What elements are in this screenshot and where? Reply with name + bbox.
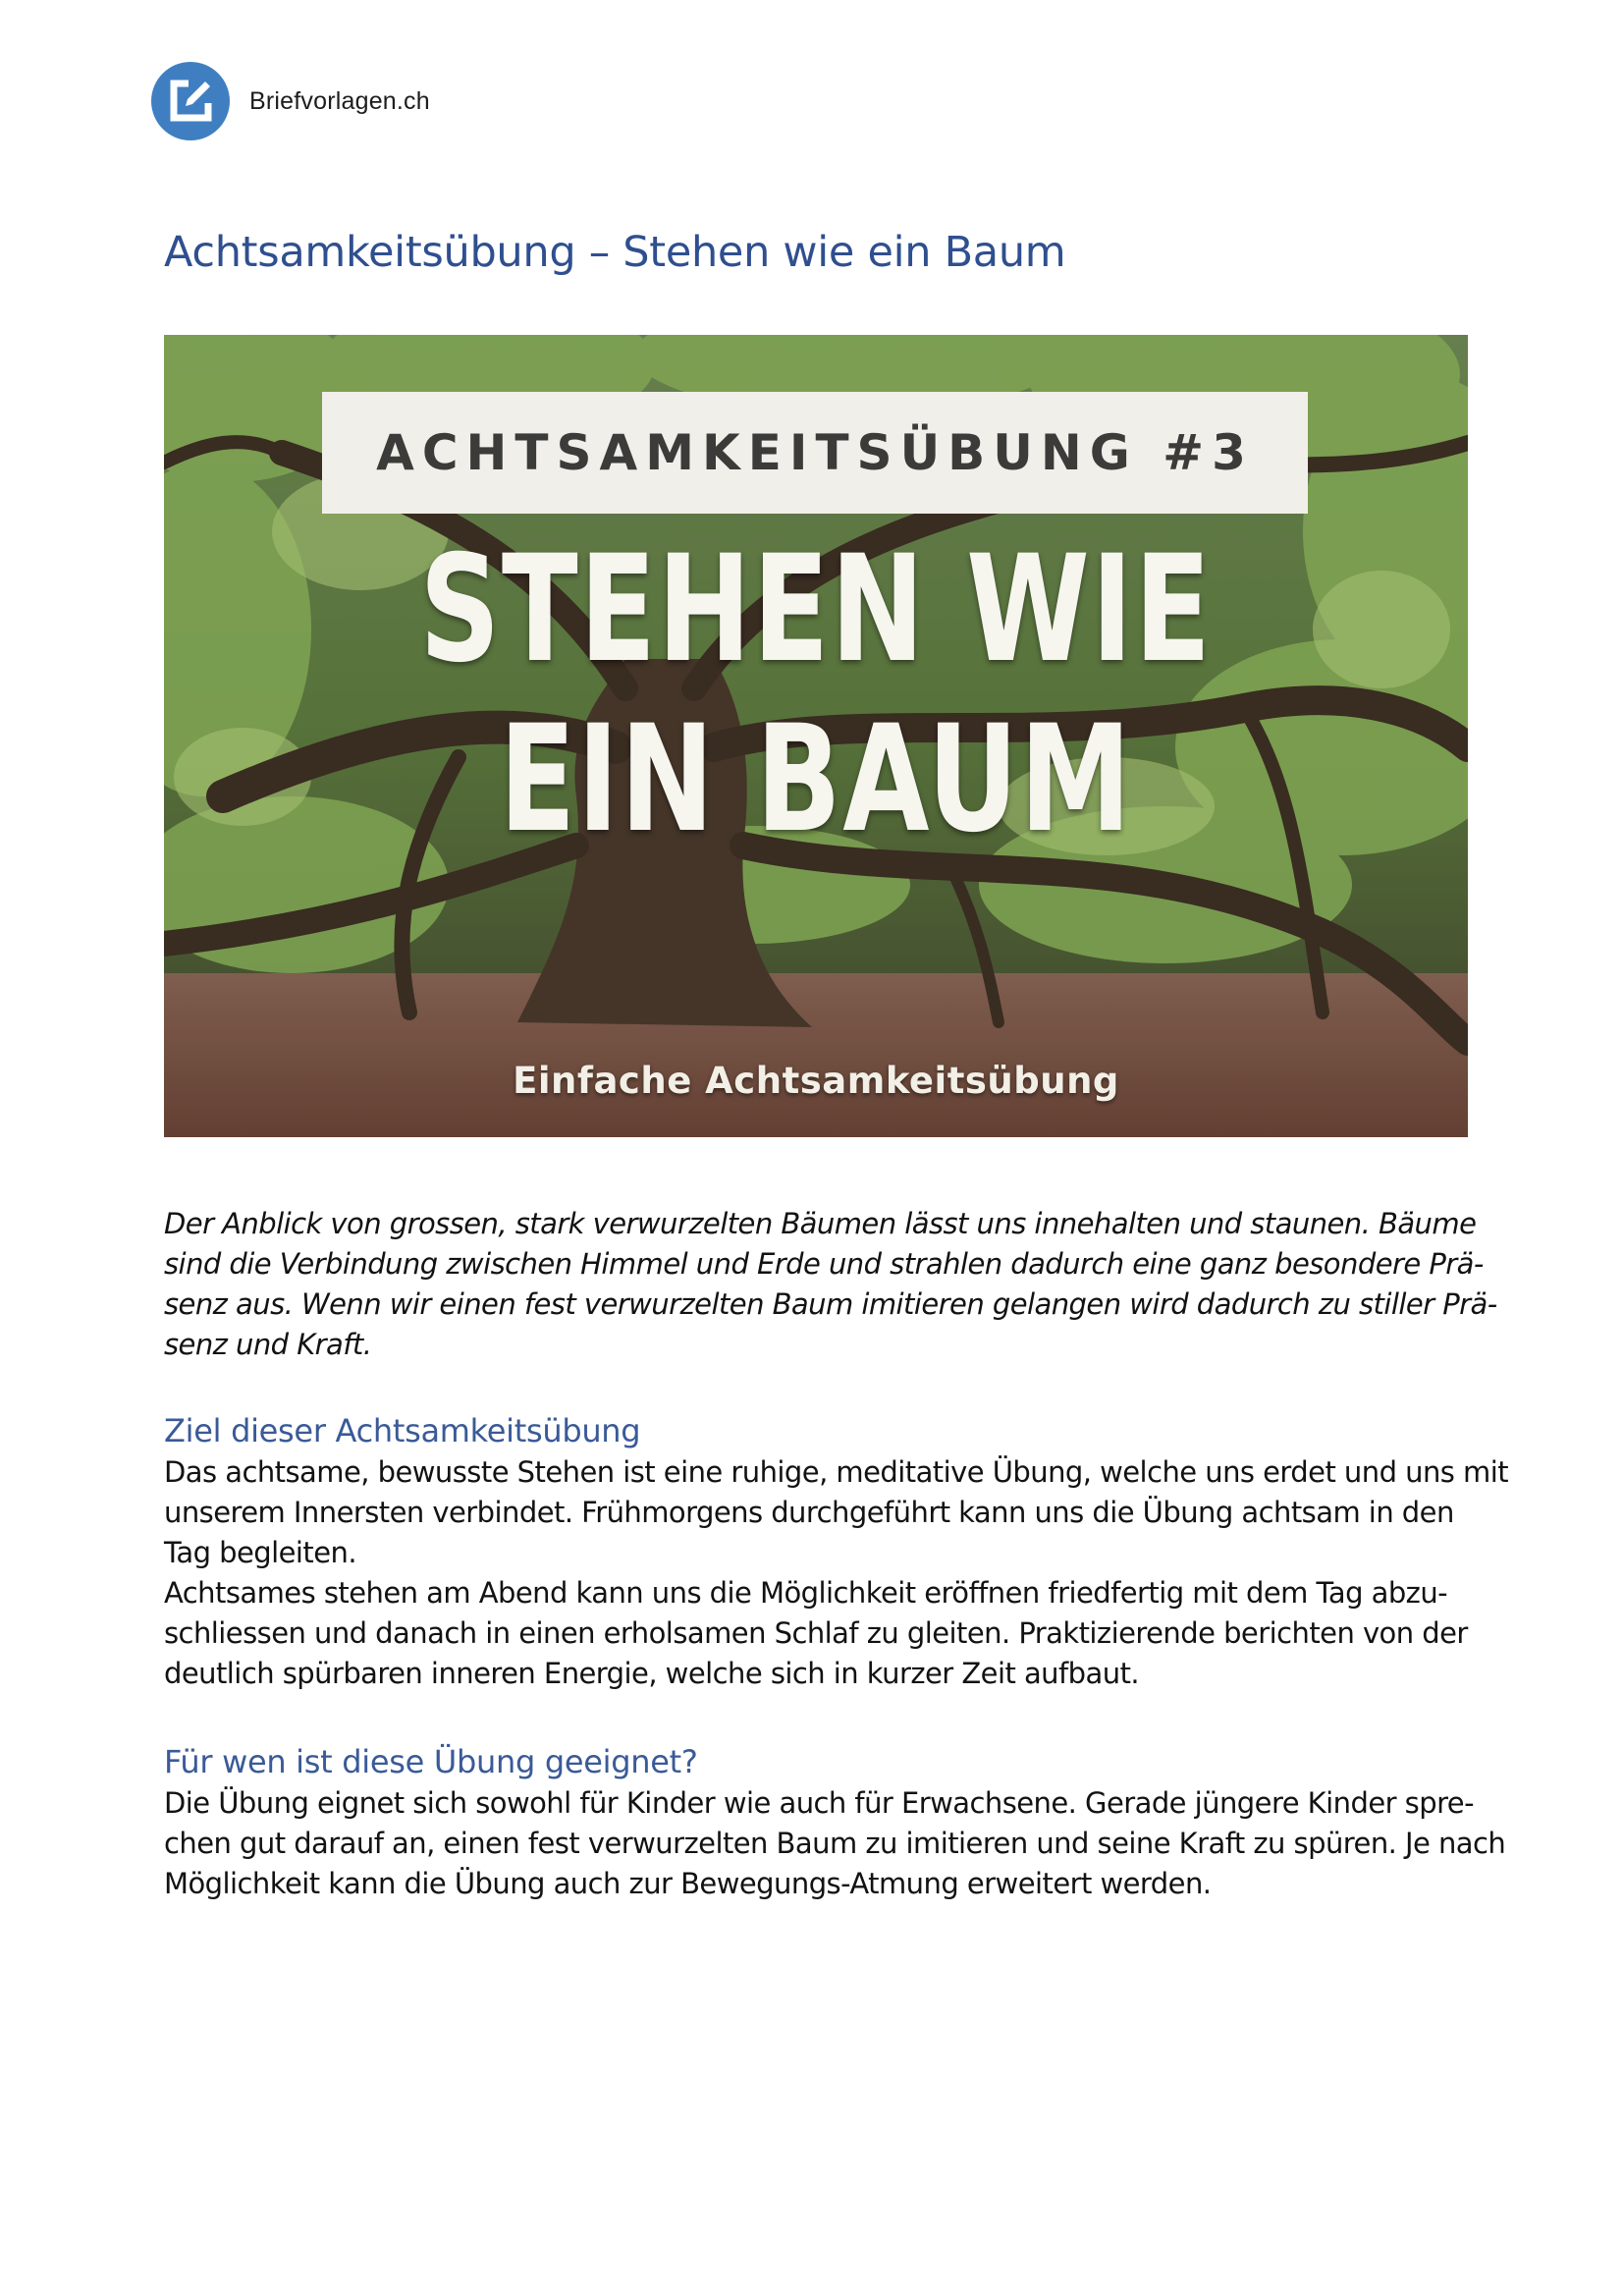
paragraph-line: chen gut darauf an, einen fest verwurzelten Baum zu imitieren und seine Kraft zu spüren. Je nach [164, 1827, 1506, 1860]
section-heading-goal: Ziel dieser Achtsamkeitsübung [164, 1412, 641, 1449]
intro-line: senz und Kraft. [164, 1328, 372, 1361]
paragraph-line: Die Übung eignet sich sowohl für Kinder wie auch für Erwachsene. Gerade jüngere Kinder spre- [164, 1786, 1475, 1820]
edit-square-icon [151, 62, 230, 140]
section-paragraph-audience [164, 1783, 1506, 1904]
logo[interactable] [151, 62, 430, 140]
paragraph-line: Das achtsame, bewusste Stehen ist eine ruhige, meditative Übung, welche uns erdet und uns mit [164, 1455, 1509, 1489]
document-title: Achtsamkeitsübung – Stehen wie ein Baum [164, 228, 1066, 277]
paragraph-line: deutlich spürbaren inneren Energie, welche sich in kurzer Zeit aufbaut. [164, 1657, 1140, 1690]
hero-subtitle: Einfache Achtsamkeitsübung [513, 1060, 1119, 1102]
paragraph-line: Tag begleiten. [164, 1536, 357, 1569]
intro-paragraph [164, 1204, 1497, 1365]
section-heading-audience: Für wen ist diese Übung geeignet? [164, 1743, 698, 1780]
hero-headline-line2: EIN BAUM [499, 694, 1133, 865]
hero-band-text: ACHTSAMKEITSÜBUNG #3 [376, 424, 1254, 481]
paragraph-line: schliessen und danach in einen erholsamen Schlaf zu gleiten. Praktizierende berichten von der [164, 1616, 1468, 1650]
paragraph-line: Achtsames stehen am Abend kann uns die Möglichkeit eröffnen friedfertig mit dem Tag abzu- [164, 1576, 1448, 1610]
logo-text: Briefvorlagen.ch [249, 86, 430, 115]
section-paragraph-goal [164, 1452, 1509, 1694]
hero-image [164, 335, 1468, 1137]
intro-line: sind die Verbindung zwischen Himmel und Erde und strahlen dadurch eine ganz besondere Prä- [164, 1247, 1484, 1281]
hero-band [322, 392, 1308, 514]
intro-line: Der Anblick von grossen, stark verwurzelten Bäumen lässt uns innehalten und staunen. Bäume [164, 1207, 1477, 1240]
paragraph-line: Möglichkeit kann die Übung auch zur Bewegungs-Atmung erweitert werden. [164, 1867, 1212, 1900]
hero-headline-line1: STEHEN WIE [419, 524, 1213, 695]
intro-line: senz aus. Wenn wir einen fest verwurzelten Baum imitieren gelangen wird dadurch zu stiller Prä- [164, 1287, 1497, 1321]
paragraph-line: unserem Innersten verbindet. Frühmorgens durchgeführt kann uns die Übung achtsam in den [164, 1496, 1454, 1529]
